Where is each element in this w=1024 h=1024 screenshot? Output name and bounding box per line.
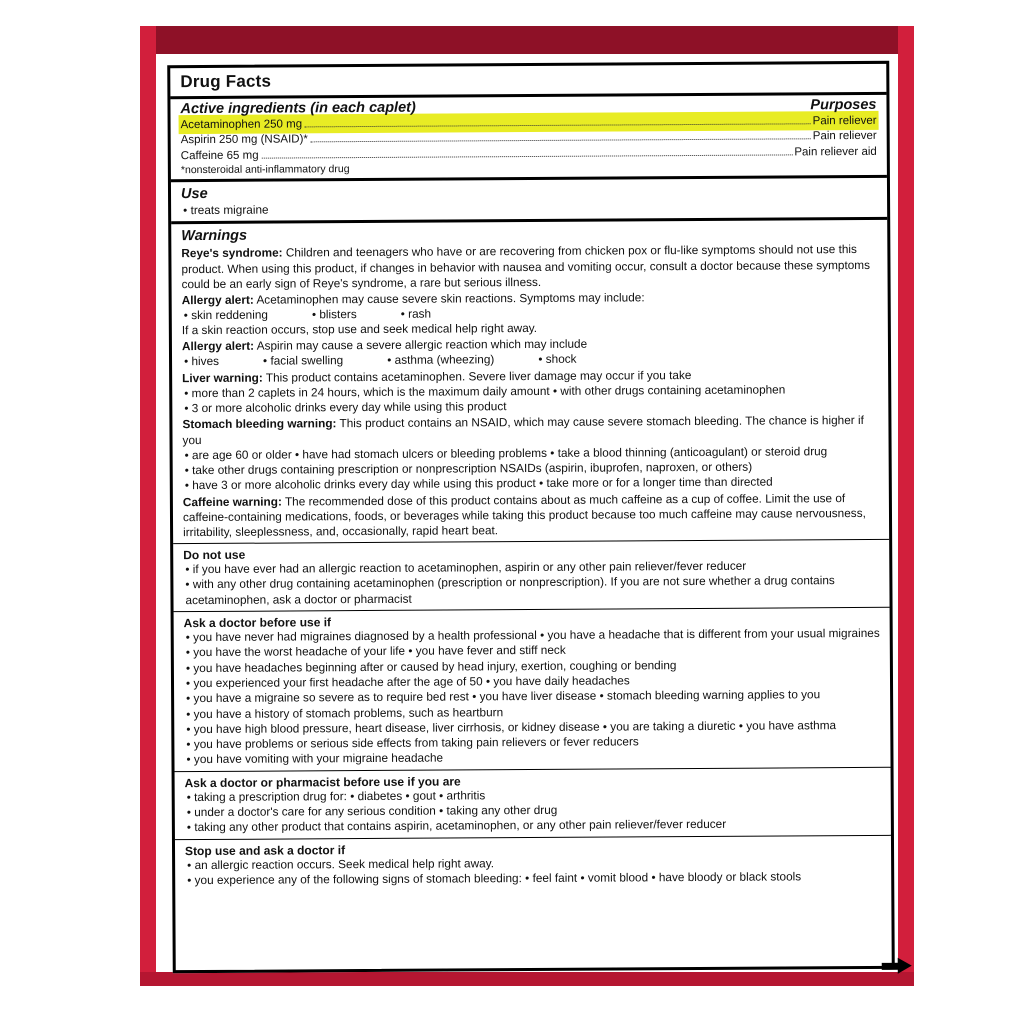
symptom-item: • facial swelling <box>262 353 344 368</box>
symptom-text: facial swelling <box>270 353 344 368</box>
allergy-acetaminophen-closing: If a skin reaction occurs, stop use and seek medical help right away. <box>181 321 538 338</box>
symptom-item: • blisters <box>311 306 357 322</box>
stomach-label: Stomach bleeding warning: <box>182 416 337 432</box>
reyes-text: Children and teenagers who have or are recovering from chicken pox or flu-like symptoms should not use this product. When using this product, if changes in behavior with nausea and vomiting occur, consult a doctor because these symptoms could be an early sign of Reye's syndrome, a rare but serious illness. <box>181 242 871 291</box>
liver-item: • 3 or more alcoholic drinks every day while using this product <box>184 399 507 416</box>
ask-doctor-item: • you have a history of stomach problems, such as heartburn <box>186 704 504 721</box>
ask-doctor-heading: Ask a doctor before use if <box>183 615 332 630</box>
ask-doctor-pharmacist-item: • under a doctor's care for any serious condition • taking any other drug <box>186 802 558 820</box>
leader-dots <box>311 132 811 143</box>
ask-doctor-pharmacist-item: • taking any other product that contains aspirin, acetaminophen, or any other pain reliever/fever reducer <box>186 817 727 835</box>
active-ingredients-heading: Active ingredients (in each caplet) <box>180 99 416 118</box>
ask-doctor-item-text: you experienced your first headache after the age of 50 • you have daily headaches <box>193 673 630 690</box>
caffeine-warning <box>183 489 879 540</box>
stomach-item-text: are age 60 or older • have had stomach ulcers or bleeding problems • take a blood thinning (anticoagulant) or steroid drug <box>191 443 828 462</box>
liver-label: Liver warning: <box>182 370 263 385</box>
do-not-use-item: • with any other drug containing acetaminophen (prescription or nonprescription). If you are not sure whether a drug contains acetaminophen, ask a doctor or pharmacist <box>185 573 835 607</box>
liver-text: This product contains acetaminophen. Severe liver damage may occur if you take <box>262 367 692 385</box>
use-heading: Use <box>180 186 208 203</box>
stomach-item: • have 3 or more alcoholic drinks every day while using this product • take more or for a longer time than directed <box>184 474 773 493</box>
allergy-aspirin-label: Allergy alert: <box>181 338 255 354</box>
ask-doctor-item-text: you have a migraine so severe as to require bed rest • you have liver disease • stomach bleeding warning applies to you <box>193 687 821 706</box>
ask-doctor-item: • you have never had migraines diagnosed by a health professional • you have a headache that is different from your usual migraines <box>185 625 880 644</box>
use-section <box>171 178 887 222</box>
stop-use-item-text: you experience any of the following signs of stomach bleeding: • feel faint • vomit blood • have bloody or black stools <box>194 869 802 888</box>
do-not-use-section <box>173 540 889 611</box>
ask-doctor-item-text: you have the worst headache of your life • you have fever and stiff neck <box>193 642 566 660</box>
ask-doctor-pharmacist-item-text: taking any other product that contains aspirin, acetaminophen, or any other pain reliever/fever reducer <box>194 817 727 835</box>
symptom-item: • hives <box>184 354 220 369</box>
stomach-item-text: take other drugs containing prescription or nonprescription NSAIDs (aspirin, ibuprofen, naproxen, or others) <box>192 459 753 478</box>
ask-doctor-item: • you have high blood pressure, heart disease, liver cirrhosis, or kidney disease • you are taking a diuretic • you have asthma <box>186 717 837 736</box>
ask-doctor-item: • you have a migraine so severe as to require bed rest • you have liver disease • stomach bleeding warning applies to you <box>186 687 821 706</box>
symptom-text: skin reddening <box>191 307 268 322</box>
ask-doctor-item-text: you have high blood pressure, heart disease, liver cirrhosis, or kidney disease • you are taking a diuretic • you have asthma <box>193 717 837 736</box>
symptom-text: shock <box>545 352 577 367</box>
caffeine-label: Caffeine warning: <box>182 494 282 509</box>
ask-doctor-item-text: you have headaches beginning after or caused by head injury, exertion, coughing or bending <box>193 657 677 675</box>
ask-doctor-item: • you have headaches beginning after or caused by head injury, exertion, coughing or bending <box>185 657 677 675</box>
ask-doctor-item: • you experienced your first headache after the age of 50 • you have daily headaches <box>185 673 630 690</box>
ingredient-purpose: Pain reliever aid <box>794 145 877 159</box>
symptom-text: rash <box>408 306 432 321</box>
do-not-use-heading: Do not use <box>183 547 246 562</box>
liver-item-text: 3 or more alcoholic drinks every day while using this product <box>191 399 507 416</box>
liver-item: • more than 2 caplets in 24 hours, which is the maximum daily amount • with other drugs containing acetaminophen <box>184 382 786 400</box>
use-item: • treats migraine <box>183 202 269 218</box>
symptom-item: • asthma (wheezing) <box>387 352 495 368</box>
active-ingredients-section <box>170 95 886 179</box>
reyes-warning <box>181 241 877 292</box>
ask-doctor-item-text: you have vomiting with your migraine headache <box>193 751 444 767</box>
carton-top-band <box>140 26 914 54</box>
allergy-acetaminophen-text: Acetaminophen may cause severe skin reactions. Symptoms may include: <box>253 290 645 307</box>
ingredient-purpose: Pain reliever <box>812 114 877 128</box>
carton-bottom-band <box>140 972 914 986</box>
do-not-use-item-text: with any other drug containing acetaminophen (prescription or nonprescription). If you are not sure whether a drug contains acetaminophen, ask a doctor or pharmacist <box>185 573 835 607</box>
ask-doctor-item-text: you have a history of stomach problems, such as heartburn <box>193 704 504 721</box>
ask-doctor-section <box>174 608 891 771</box>
liver-item-text: more than 2 caplets in 24 hours, which is the maximum daily amount • with other drugs containing acetaminophen <box>191 382 786 400</box>
do-not-use-item: • if you have ever had an allergic reaction to acetaminophen, aspirin or any other pain reliever/fever reducer <box>185 558 747 576</box>
stomach-item-text: have 3 or more alcoholic drinks every day while using this product • take more or for a longer time than directed <box>192 474 773 493</box>
leader-dots <box>305 116 811 127</box>
ask-doctor-pharmacist-section <box>175 768 891 839</box>
stop-use-item-text: an allergic reaction occurs. Seek medical help right away. <box>194 856 495 872</box>
ask-doctor-pharmacist-item-text: taking a prescription drug for: • diabetes • gout • arthritis <box>194 788 486 804</box>
symptom-item: • shock <box>538 352 577 367</box>
ask-doctor-item-text: you have problems or serious side effects from taking pain relievers or fever reducers <box>193 734 639 752</box>
stop-use-item: • you experience any of the following signs of stomach bleeding: • feel faint • vomit blood • have bloody or black stools <box>187 869 802 888</box>
symptom-text: asthma (wheezing) <box>394 352 495 368</box>
allergy-aspirin-text: Aspirin may cause a severe allergic reaction which may include <box>254 336 588 353</box>
ask-doctor-item: • you have the worst headache of your life • you have fever and stiff neck <box>185 642 566 660</box>
ingredient-name: Caffeine 65 mg <box>180 149 259 162</box>
ask-doctor-pharmacist-item: • taking a prescription drug for: • diabetes • gout • arthritis <box>186 788 486 804</box>
ingredient-purpose: Pain reliever <box>812 130 877 143</box>
stop-use-heading: Stop use and ask a doctor if <box>184 842 346 858</box>
warnings-section <box>171 220 889 543</box>
carton-right-band <box>898 26 914 986</box>
leader-dots <box>262 147 793 158</box>
symptom-text: blisters <box>319 306 357 322</box>
do-not-use-item-text: if you have ever had an allergic reaction to acetaminophen, aspirin or any other pain reliever/fever reducer <box>192 558 747 576</box>
ingredient-name: Aspirin 250 mg (NSAID)* <box>180 133 308 147</box>
ask-doctor-pharmacist-item-text: under a doctor's care for any serious condition • taking any other drug <box>194 802 558 820</box>
reyes-label: Reye's syndrome: <box>181 245 283 261</box>
ask-doctor-pharmacist-heading: Ask a doctor or pharmacist before use if you are <box>184 774 461 790</box>
stop-use-item: • an allergic reaction occurs. Seek medical help right away. <box>187 856 495 872</box>
caffeine-text: The recommended dose of this product contains about as much caffeine as a cup of coffee. Limit the use of caffeine-containing medications, foods, or beverages while taking this product because too much caffeine may cause nervousness, irritability, sleeplessness, and, occasionally, rapid heart beat. <box>182 490 866 539</box>
stop-use-section <box>175 836 891 892</box>
ask-doctor-item: • you have vomiting with your migraine headache <box>186 751 444 767</box>
stomach-item: • are age 60 or older • have had stomach ulcers or bleeding problems • take a blood thinning (anticoagulant) or steroid drug <box>184 443 828 462</box>
carton-left-band <box>140 26 156 986</box>
ask-doctor-item-text: you have never had migraines diagnosed by a health professional • you have a headache that is different from your usual migraines <box>193 625 880 644</box>
ask-doctor-item: • you have problems or serious side effects from taking pain relievers or fever reducers <box>186 734 639 752</box>
allergy-acetaminophen-label: Allergy alert: <box>181 292 254 307</box>
ingredient-footnote: *nonsteroidal anti-inflammatory drug <box>180 163 350 177</box>
panel-title: Drug Facts <box>180 71 272 92</box>
stomach-item: • take other drugs containing prescription or nonprescription NSAIDs (aspirin, ibuprofen, naproxen, or others) <box>184 459 753 478</box>
stomach-bleeding-warning <box>182 412 878 447</box>
use-item-text: treats migraine <box>190 202 269 218</box>
drug-facts-panel <box>167 61 895 973</box>
purposes-heading: Purposes <box>810 96 877 114</box>
symptom-text: hives <box>191 354 220 369</box>
symptom-item: • rash <box>400 306 432 321</box>
warnings-heading: Warnings <box>181 228 248 245</box>
ingredient-name: Acetaminophen 250 mg <box>180 118 303 132</box>
symptom-item: • skin reddening <box>183 307 268 322</box>
stomach-text: This product contains an NSAID, which may cause severe stomach bleeding. The chance is higher if you <box>182 413 864 447</box>
